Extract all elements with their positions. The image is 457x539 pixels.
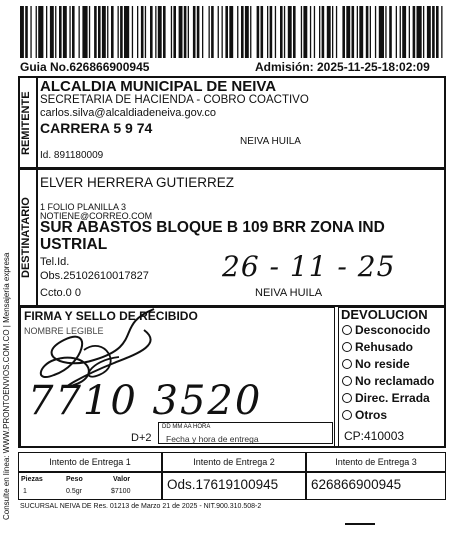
dest-city: NEIVA HUILA <box>255 287 323 299</box>
d2-label: D+2 <box>131 432 152 444</box>
peso-value: 0.5gr <box>66 488 82 495</box>
devolucion-options <box>342 321 434 423</box>
remitente-email: carlos.silva@alcaldiadeneiva.gov.co <box>40 107 217 119</box>
remitente-dept: SECRETARIA DE HACIENDA - COBRO COACTIVO <box>40 94 309 106</box>
intento-3: Intento de Entrega 3 <box>306 452 446 472</box>
remitente-address: CARRERA 5 9 74 <box>40 120 153 136</box>
guia-number-repeat: 626866900945 <box>306 472 446 500</box>
remitente-label: REMITENTE <box>20 91 32 155</box>
radio-circle-icon <box>342 376 352 386</box>
devo-option-no-reside: No reside <box>342 355 434 372</box>
dest-obs: Obs.25102610017827 <box>40 270 149 282</box>
guia-number: Guia No.626866900945 <box>20 60 150 74</box>
remitente-name: ALCALDIA MUNICIPAL DE NEIVA <box>40 78 277 95</box>
devo-option-rehusado: Rehusado <box>342 338 434 355</box>
remitente-city: NEIVA HUILA <box>240 136 301 147</box>
side-website-text: Consulte en línea: WWW.PRONTOENVIOS.COM.CO | Mensajería expresa <box>2 252 11 520</box>
dest-name: ELVER HERRERA GUTIERREZ <box>40 175 235 190</box>
intento-2: Intento de Entrega 2 <box>162 452 306 472</box>
radio-circle-icon <box>342 410 352 420</box>
devo-option-direc-errada: Direc. Errada <box>342 389 434 406</box>
footer-mark <box>345 523 375 525</box>
barcode <box>20 6 445 58</box>
devolucion-title: DEVOLUCION <box>341 307 428 322</box>
destinatario-label: DESTINATARIO <box>20 197 32 279</box>
date-columns: DD MM AA HORA <box>162 424 211 430</box>
date-caption: Fecha y hora de entrega <box>166 434 259 444</box>
devolucion-cp: CP:410003 <box>344 429 405 443</box>
piezas-value: 1 <box>23 488 27 495</box>
valor-label: Valor <box>113 476 131 483</box>
devo-option-no-reclamado: No reclamado <box>342 372 434 389</box>
valor-value: $7100 <box>111 488 131 495</box>
firma-title: FIRMA Y SELLO DE RECIBIDO <box>24 309 198 323</box>
radio-circle-icon <box>342 342 352 352</box>
dest-tel: Tel.Id. <box>40 256 70 268</box>
dest-email: NOTIENE@CORREO.COM <box>40 211 153 221</box>
radio-circle-icon <box>342 359 352 369</box>
remitente-divider <box>36 76 38 168</box>
peso-label: Peso <box>66 476 83 483</box>
handwritten-date: 26 - 11 - 25 <box>222 250 396 283</box>
radio-circle-icon <box>342 325 352 335</box>
dest-address-line2: USTRIAL <box>40 236 108 253</box>
radio-circle-icon <box>342 393 352 403</box>
piezas-label: Piezas <box>21 476 43 483</box>
intento-1: Intento de Entrega 1 <box>18 452 162 472</box>
devo-option-desconocido: Desconocido <box>342 321 434 338</box>
ods-number: Ods.17619100945 <box>162 472 306 500</box>
handwritten-number: 7710 3520 <box>28 378 263 424</box>
dest-folio: 1 FOLIO PLANILLA 3 <box>40 202 127 212</box>
admision-timestamp: Admisión: 2025-11-25-18:02:09 <box>255 60 430 74</box>
devo-option-otros: Otros <box>342 406 434 423</box>
dest-top-border <box>18 168 446 170</box>
dest-divider <box>36 168 38 306</box>
nombre-legible-label: NOMBRE LEGIBLE <box>24 326 104 336</box>
dest-ccto: Ccto.0 0 <box>40 287 81 299</box>
dest-address-line1: SUR ABASTOS BLOQUE B 109 BRR ZONA IND <box>40 219 385 236</box>
remitente-id: Id. 891180009 <box>40 150 104 161</box>
footer-text: SUCURSAL NEIVA DE Res. 01213 de Marzo 21 de 2025 - NIT.900.310.508-2 <box>20 503 262 510</box>
